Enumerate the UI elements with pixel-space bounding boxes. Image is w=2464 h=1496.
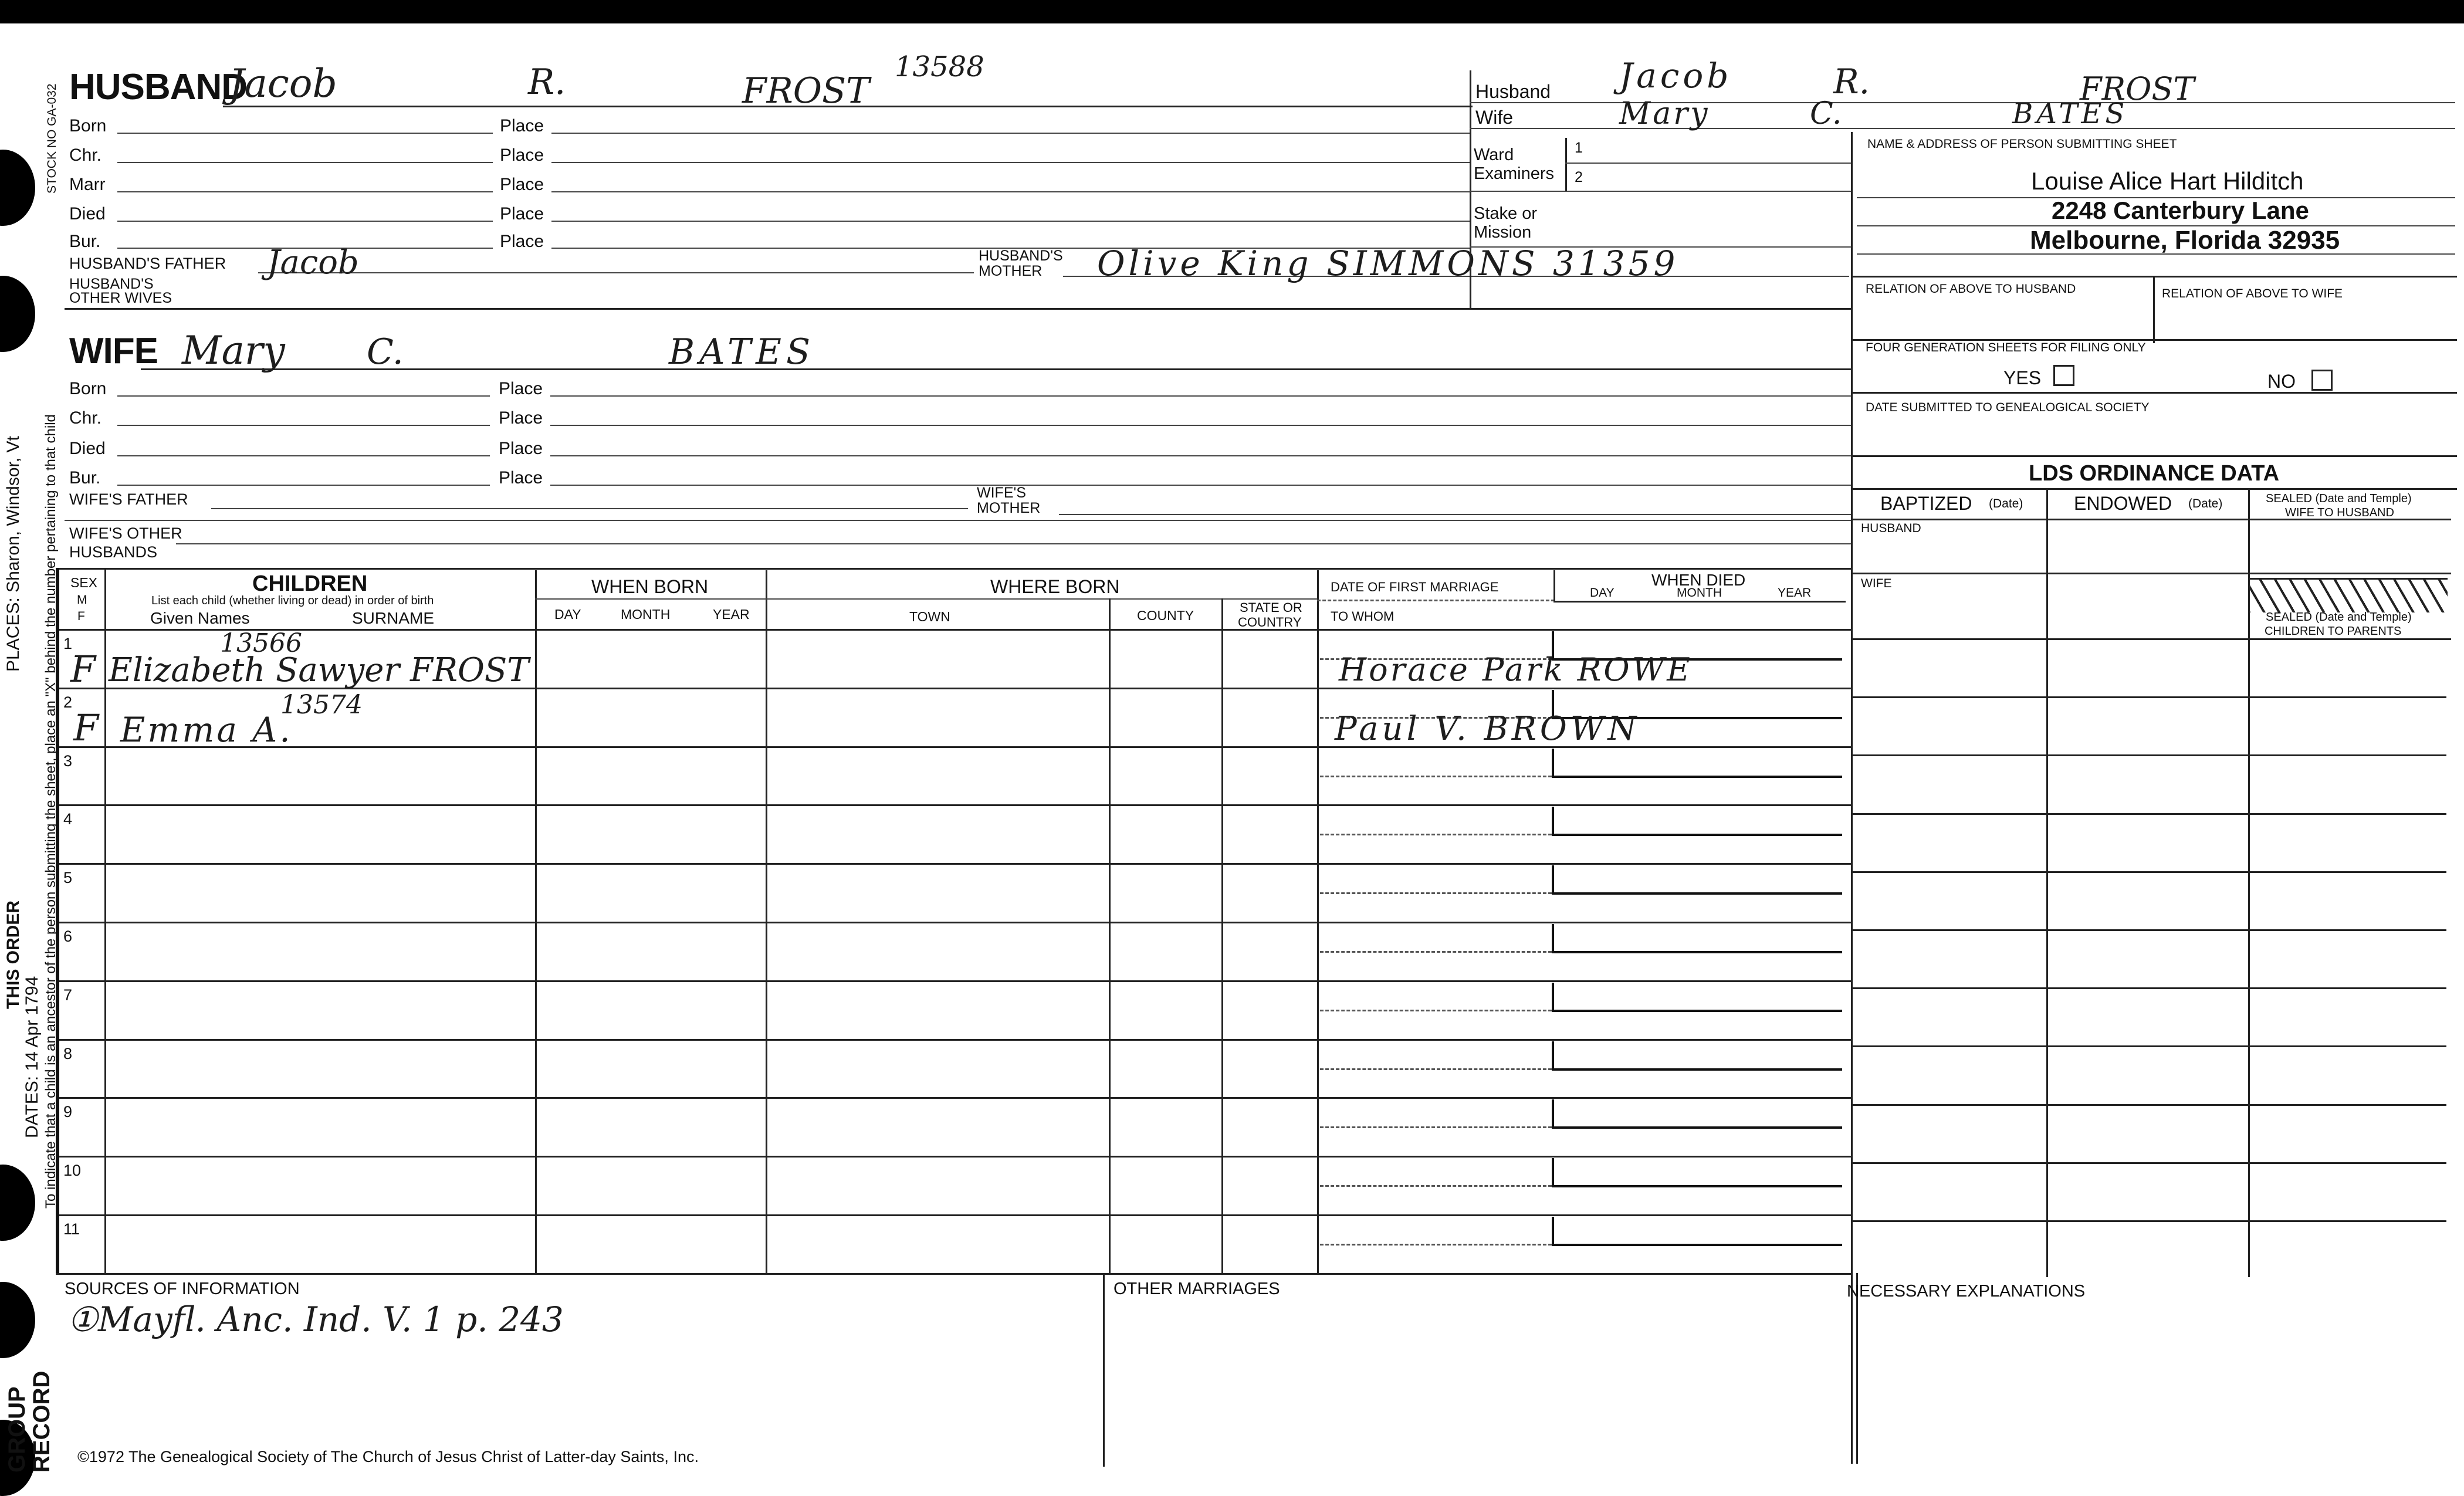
ordinance-hatched-box <box>2248 578 2448 612</box>
header-husband-given: Jacob <box>1619 56 1732 96</box>
punch-hole <box>0 276 35 352</box>
when-born-divider <box>535 598 767 600</box>
copyright-text: ©1972 The Genealogical Society of The Church of Jesus Christ of Latter-day Saints, Inc. <box>77 1448 699 1465</box>
baptized-date-label: (Date) <box>1989 497 2023 510</box>
wife-chr-place-line <box>550 425 1851 426</box>
husband-title: HUSBAND <box>69 67 247 107</box>
header-husband-line <box>1470 102 2455 103</box>
ordinance-row-line <box>1853 1045 2446 1047</box>
child-row-number: 4 <box>63 810 73 828</box>
wife-title: WIFE <box>69 331 158 371</box>
wife-chr-label: Chr. <box>69 408 102 428</box>
marriage-date-dashed-line <box>1320 776 1552 777</box>
when-died-cell <box>1552 983 1842 1012</box>
sex-m-label: M <box>77 593 87 607</box>
when-died-cell <box>1552 749 1842 778</box>
husband-bur-place-label: Place <box>500 232 544 251</box>
yes-label: YES <box>2003 367 2042 388</box>
examiner-2-line <box>1470 191 1851 192</box>
marriage-date-dashed-line <box>1320 1126 1552 1128</box>
wife-died-label: Died <box>69 439 106 458</box>
wife-section-bottom <box>56 568 1851 570</box>
husbands-other-wives-label-2: OTHER WIVES <box>69 290 172 306</box>
child-1-name: Elizabeth Sawyer FROST <box>109 651 529 689</box>
when-died-cell <box>1552 1041 1842 1071</box>
died-year-label: YEAR <box>1778 586 1812 600</box>
children-header-bottom <box>56 629 1851 631</box>
child-row-line <box>56 1039 1851 1041</box>
children-title: CHILDREN <box>252 571 368 596</box>
sealed-wife-label-1: SEALED (Date and Temple) <box>2266 492 2412 505</box>
wife-born-place-line <box>550 395 1851 397</box>
ordinance-row-line <box>1853 754 2446 756</box>
child-row-number: 2 <box>63 693 73 711</box>
examiners-divider <box>1565 138 1567 191</box>
sealed-children-label-2: CHILDREN TO PARENTS <box>2265 625 2402 638</box>
ordinance-wife-bottom <box>1853 638 2451 640</box>
husbands-mother-label-2: MOTHER <box>979 263 1043 279</box>
wife-chr-place-label: Place <box>499 408 543 428</box>
child-2-name: Emma A. <box>120 710 293 750</box>
state-left-border <box>1221 598 1223 1274</box>
marriage-date-dashed-line <box>1320 1185 1552 1187</box>
ordinance-row-line <box>1853 871 2446 873</box>
relation-husband-label: RELATION OF ABOVE TO HUSBAND <box>1866 282 2076 296</box>
child-row-number: 10 <box>63 1162 82 1179</box>
born-day-label: DAY <box>554 607 581 622</box>
examiners-label: Examiners <box>1474 164 1554 183</box>
husbands-father-line <box>258 272 974 273</box>
ordinance-col-divider-2 <box>2248 488 2250 1277</box>
when-died-cell <box>1552 807 1842 836</box>
punch-hole <box>0 1282 35 1358</box>
examiner-2-number: 2 <box>1575 169 1583 185</box>
wife-chr-line <box>117 425 490 426</box>
date-submitted-bottom <box>1853 455 2457 457</box>
child-2-spouse: Paul V. BROWN <box>1335 710 1640 748</box>
when-died-cell <box>1552 1099 1842 1129</box>
punch-hole <box>0 150 35 226</box>
endowed-label: ENDOWED <box>2074 493 2172 514</box>
marriage-date-dashed-line <box>1320 834 1552 835</box>
husband-marr-label: Marr <box>69 175 106 194</box>
sex-column-divider <box>104 568 106 1274</box>
ordinance-row-line <box>1853 696 2446 698</box>
ordinance-husband-label: HUSBAND <box>1861 522 1921 535</box>
header-husband-surname: FROST <box>2080 70 2195 107</box>
to-whom-label: TO WHOM <box>1331 609 1395 624</box>
scan-top-band <box>0 0 2464 23</box>
husband-marr-place-line <box>551 191 1470 192</box>
child-row-line <box>56 980 1851 982</box>
lds-header-bottom <box>1853 519 2451 520</box>
husband-given-name: Jacob <box>229 61 337 106</box>
wifes-other-husbands-label-2: HUSBANDS <box>69 543 158 561</box>
lds-ordinance-title: LDS ORDINANCE DATA <box>2029 461 2280 486</box>
four-gen-bottom <box>1853 392 2457 394</box>
sex-f-label: F <box>77 610 85 623</box>
child-row-number: 5 <box>63 869 73 886</box>
wifes-father-line <box>211 508 968 509</box>
state-label-1: STATE OR <box>1240 600 1302 615</box>
when-died-label: WHEN DIED <box>1651 571 1746 589</box>
submitter-city: Melbourne, Florida 32935 <box>2030 226 2340 255</box>
husband-marr-place-label: Place <box>500 175 544 194</box>
child-row-number: 6 <box>63 928 73 945</box>
marriage-header-dashed <box>1317 600 1555 601</box>
marriage-date-dashed-line <box>1320 1010 1552 1011</box>
necessary-explanations-label: NECESSARY EXPLANATIONS <box>1847 1282 2086 1301</box>
husband-bur-label: Bur. <box>69 232 101 251</box>
wifes-mother-label-1: WIFE'S <box>977 485 1026 501</box>
wifes-other-husbands-label-1: WIFE'S OTHER <box>69 524 182 542</box>
stock-number: STOCK NO GA-032 <box>45 83 59 194</box>
where-born-label: WHERE BORN <box>990 576 1120 597</box>
husbands-father-name: Jacob <box>267 243 359 282</box>
ordinance-row-line <box>1853 1104 2446 1106</box>
sources-label: SOURCES OF INFORMATION <box>65 1280 300 1298</box>
submitter-box-bottom <box>1853 276 2457 277</box>
examiner-1-line <box>1565 163 1853 164</box>
header-husband-label: Husband <box>1475 81 1551 102</box>
ward-label: Ward <box>1474 145 1514 164</box>
header-wife-line <box>1470 128 2455 129</box>
child-row-number: 1 <box>63 635 73 652</box>
stake-or-label: Stake or <box>1474 204 1537 223</box>
child-row-number: 8 <box>63 1045 73 1062</box>
ordinance-row-line <box>1853 929 2446 931</box>
husband-born-place-label: Place <box>500 116 544 136</box>
child-row-line <box>56 1156 1851 1157</box>
group-record-title: GROUP RECORD <box>4 1370 55 1473</box>
submitter-header: NAME & ADDRESS OF PERSON SUBMITTING SHEET <box>1867 137 2177 151</box>
died-month-label: MONTH <box>1677 586 1722 600</box>
wifes-mother-line <box>1059 514 1851 515</box>
child-row-number: 3 <box>63 752 73 770</box>
ordinance-row-line <box>1853 987 2446 989</box>
county-label: COUNTY <box>1137 608 1194 623</box>
ordinance-row-line <box>1853 813 2446 815</box>
husbands-mother-name: Olive King SIMMONS 31359 <box>1097 243 1679 283</box>
when-born-label: WHEN BORN <box>591 576 709 597</box>
ordinance-col-divider-1 <box>2046 488 2048 1277</box>
header-husband-middle: R. <box>1833 62 1870 101</box>
child-2-id: 13574 <box>280 690 363 720</box>
when-died-cell <box>1552 1158 1842 1187</box>
other-marriages-label: OTHER MARRIAGES <box>1113 1280 1280 1298</box>
submitter-name: Louise Alice Hart Hilditch <box>2031 167 2304 195</box>
yes-checkbox[interactable] <box>2053 365 2074 386</box>
when-died-cell <box>1552 1217 1842 1246</box>
when-died-cell <box>1552 865 1842 895</box>
side-instruction: To indicate that a child is an ancestor of the person submitting the sheet, place an "X" behind the number pertaining to that child <box>43 414 59 1209</box>
side-partial-text: THIS ORDER <box>4 900 23 1009</box>
husband-marr-line <box>117 191 493 192</box>
right-panel-border <box>1851 132 1853 1464</box>
punch-hole <box>0 1165 35 1241</box>
wife-bur-label: Bur. <box>69 468 101 488</box>
husband-section-bottom <box>65 308 1851 310</box>
husband-died-place-label: Place <box>500 204 544 224</box>
county-left-border <box>1109 598 1111 1274</box>
relation-divider <box>2153 276 2155 343</box>
husbands-mother-label-1: HUSBAND'S <box>979 248 1063 264</box>
sex-label: SEX <box>70 575 98 590</box>
children-note: List each child (whether living or dead) in order of birth <box>151 594 434 607</box>
child-row-line <box>56 1214 1851 1216</box>
husband-born-place-line <box>551 133 1470 134</box>
side-places: PLACES: Sharon, Windsor, Vt <box>4 436 23 672</box>
header-wife-label: Wife <box>1475 107 1513 128</box>
ordinance-wife-label: WIFE <box>1861 577 1892 590</box>
husband-surname: FROST <box>742 70 870 111</box>
wife-died-place-line <box>550 455 1851 456</box>
header-wife-given: Mary <box>1619 96 1710 131</box>
ordinance-row-line <box>1853 1162 2446 1164</box>
children-table-bottom <box>56 1273 1851 1275</box>
wife-father-row-bottom <box>65 520 1851 521</box>
child-row-line <box>56 922 1851 923</box>
husband-born-line <box>117 133 493 134</box>
child-row-number: 11 <box>63 1220 80 1238</box>
born-year-label: YEAR <box>713 607 750 622</box>
other-marriages-border <box>1103 1273 1105 1467</box>
submitter-street: 2248 Canterbury Lane <box>2052 197 2309 224</box>
wife-middle-initial: C. <box>367 331 404 373</box>
child-row-line <box>56 804 1851 806</box>
husband-id-number: 13588 <box>895 50 984 83</box>
child-1-sex: F <box>70 648 96 691</box>
husband-chr-place-line <box>551 162 1470 163</box>
stake-bottom-line <box>1470 246 1851 248</box>
wife-born-place-label: Place <box>499 379 543 398</box>
wife-died-line <box>117 455 490 456</box>
endowed-date-label: (Date) <box>2188 497 2223 510</box>
surname-label: SURNAME <box>352 609 435 627</box>
child-1-id: 13566 <box>220 628 302 658</box>
husbands-father-label: HUSBAND'S FATHER <box>69 255 226 272</box>
child-row-number: 7 <box>63 986 73 1004</box>
date-submitted-label: DATE SUBMITTED TO GENEALOGICAL SOCIETY <box>1866 401 2150 414</box>
right-panel-border-inner <box>1856 1273 1858 1464</box>
wife-bur-place-line <box>550 485 1851 486</box>
relation-wife-label: RELATION OF ABOVE TO WIFE <box>2162 287 2343 300</box>
marriage-date-dashed-line <box>1320 1244 1552 1245</box>
header-wife-middle: C. <box>1810 96 1842 131</box>
marriage-date-dashed-line <box>1320 1068 1552 1070</box>
husbands-other-wives-label-1: HUSBAND'S <box>69 276 154 292</box>
examiner-1-number: 1 <box>1575 140 1583 156</box>
four-generation-label: FOUR GENERATION SHEETS FOR FILING ONLY <box>1866 341 2146 354</box>
mission-label: Mission <box>1474 223 1532 242</box>
header-box-left-border <box>1470 70 1471 308</box>
where-born-divider <box>766 598 1317 600</box>
wife-born-label: Born <box>69 379 107 398</box>
wifes-other-husbands-line <box>176 543 1851 544</box>
husband-born-label: Born <box>69 116 107 136</box>
ordinance-wife-top <box>1853 573 2451 574</box>
wife-bur-line <box>117 485 490 486</box>
wife-surname: BATES <box>669 331 815 373</box>
born-month-label: MONTH <box>621 607 671 622</box>
sealed-wife-label-2: WIFE TO HUSBAND <box>2285 506 2394 519</box>
wifes-father-label: WIFE'S FATHER <box>69 490 188 508</box>
marriage-date-dashed-line <box>1320 892 1552 894</box>
baptized-label: BAPTIZED <box>1880 493 1972 514</box>
ordinance-row-line <box>1853 1220 2446 1222</box>
header-wife-surname: BATES <box>2012 97 2128 130</box>
husband-died-label: Died <box>69 204 106 224</box>
source-1: ①Mayfl. Anc. Ind. V. 1 p. 243 <box>67 1299 564 1339</box>
child-row-line <box>56 1097 1851 1099</box>
wife-died-place-label: Place <box>499 439 543 458</box>
wife-bur-place-label: Place <box>499 468 543 488</box>
when-died-cell <box>1552 924 1842 953</box>
no-checkbox[interactable] <box>2311 370 2333 391</box>
wifes-mother-label-2: MOTHER <box>977 500 1041 516</box>
wife-given-name: Mary <box>182 328 285 373</box>
husband-died-line <box>117 221 493 222</box>
died-day-label: DAY <box>1590 586 1615 600</box>
sealed-children-label-1: SEALED (Date and Temple) <box>2266 611 2412 624</box>
child-1-spouse: Horace Park ROWE <box>1339 651 1693 688</box>
state-label-2: COUNTRY <box>1238 615 1302 629</box>
submitter-line-3 <box>1857 253 2455 255</box>
town-label: TOWN <box>909 609 950 624</box>
husband-chr-line <box>117 162 493 163</box>
husband-chr-label: Chr. <box>69 145 102 165</box>
date-first-marriage-label: DATE OF FIRST MARRIAGE <box>1331 580 1499 594</box>
child-2-sex: F <box>73 706 99 749</box>
husband-chr-place-label: Place <box>500 145 544 165</box>
wife-born-line <box>117 395 490 397</box>
child-row-number: 9 <box>63 1103 73 1121</box>
child-row-line <box>56 863 1851 865</box>
children-table-left-border <box>56 568 59 1273</box>
husband-died-place-line <box>551 221 1470 222</box>
given-names-label: Given Names <box>150 609 250 627</box>
marriage-date-dashed-line <box>1320 951 1552 953</box>
husband-middle-initial: R. <box>528 62 566 103</box>
no-label: NO <box>2267 371 2296 392</box>
lds-title-bottom <box>1853 488 2457 490</box>
side-dates: DATES: 14 Apr 1794 <box>22 976 42 1138</box>
